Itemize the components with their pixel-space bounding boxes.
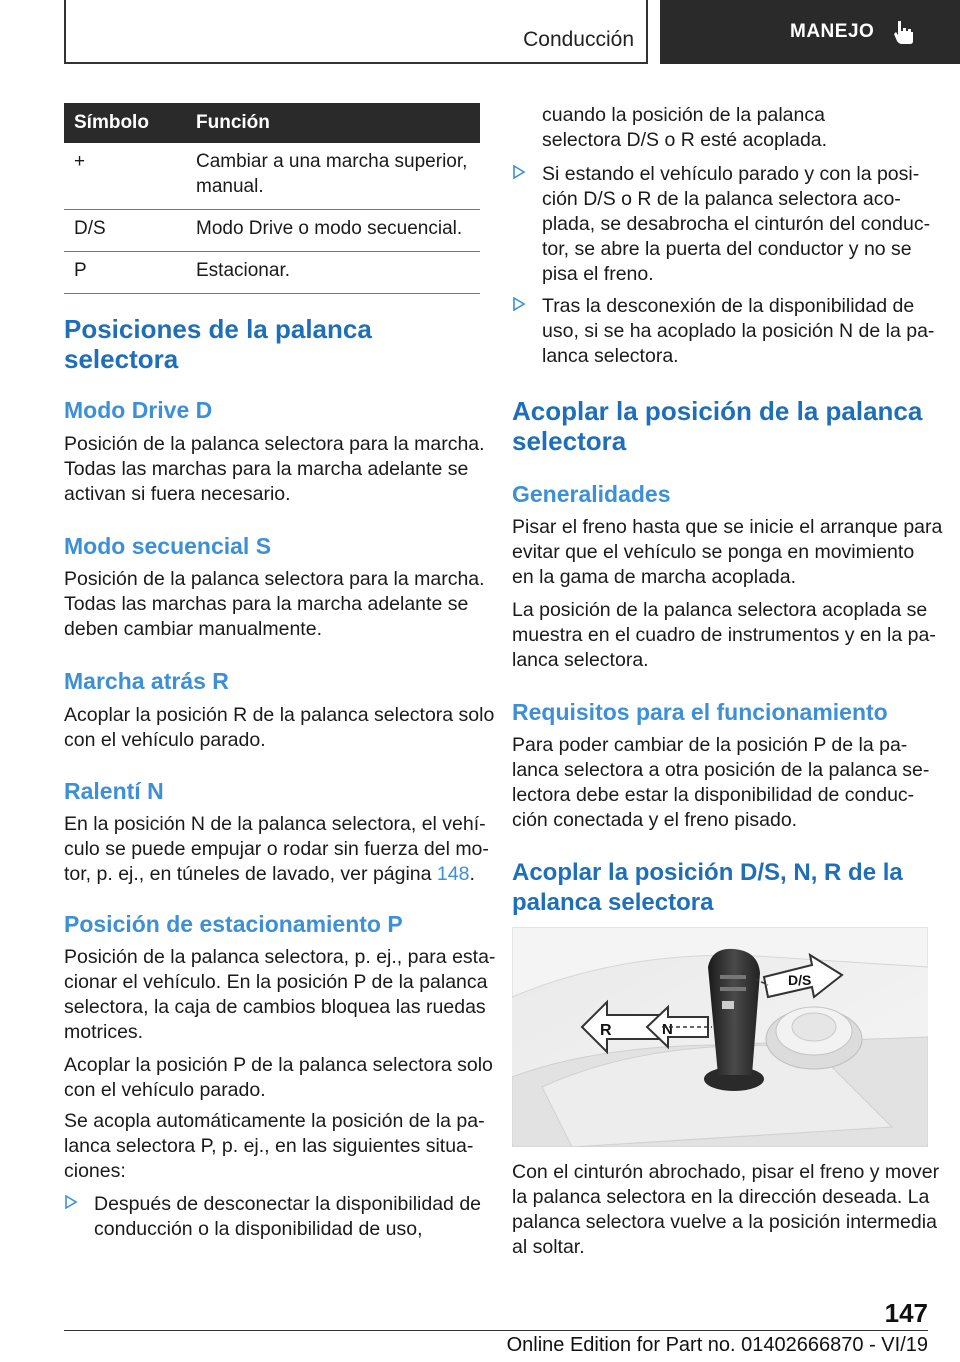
table-row: [64, 210, 480, 252]
page-header: [0, 0, 960, 70]
table-cell-symbol: D/S: [64, 210, 196, 252]
paragraph-estacionamiento-3: Se acopla automáticamente la posición de la pa‐ lanca selectora P, p. ej., en las siguientes situa‐ ciones:: [64, 1110, 485, 1182]
heading-marcha-atras: Marcha atrás R: [64, 668, 229, 694]
paragraph-estacionamiento-1: Posición de la palanca selectora, p. ej., para esta‐ cionar el vehículo. En la posición P de la palanca selectora, la caja de cambios bloquea las ruedas motrices.: [64, 946, 496, 1043]
heading-generalidades: Generalidades: [512, 481, 671, 507]
table-header-symbol: Símbolo: [64, 103, 196, 143]
table-cell-function: Cambiar a una marcha superior, manual.: [196, 143, 480, 210]
symbol-function-table: [64, 103, 480, 294]
table-row: [64, 143, 480, 210]
gear-selector-illustration: [512, 927, 928, 1147]
footer-divider: [64, 1330, 928, 1331]
table-cell-function: Modo Drive o modo secuencial.: [196, 210, 480, 252]
page-number: 147: [884, 1298, 928, 1328]
table-cell-symbol: +: [64, 143, 196, 210]
header-section-title: Conducción: [523, 28, 634, 51]
heading-acoplar-dsnr: Acoplar la posición D/S, N, R de la palanca selectora: [512, 859, 903, 916]
paragraph-estacionamiento-2: Acoplar la posición P de la palanca selectora solo con el vehículo parado.: [64, 1054, 493, 1101]
table-cell-function: Estacionar.: [196, 252, 480, 294]
header-chapter-label: MANEJO: [790, 21, 875, 42]
paragraph-final: Con el cinturón abrochado, pisar el freno y mover la palanca selectora en la dirección deseada. La palanca selectora vuelve a la posición intermedia al soltar.: [512, 1161, 940, 1258]
paragraph-ralenti: En la posición N de la palanca selectora, el vehí‐ culo se puede empujar o rodar sin fuerza del mo‐ tor, p. ej., en túneles de lavado, ver página 148.: [64, 813, 489, 885]
header-chapter-tab: [660, 0, 960, 64]
heading-ralenti: Ralentí N: [64, 778, 164, 804]
paragraph-secuencial: Posición de la palanca selectora para la marcha. Todas las marchas para la marcha adelante se deben cambiar manualmente.: [64, 568, 485, 640]
bullet-item: Tras la desconexión de la disponibilidad de uso, si se ha acoplado la posición N de la pa‐ lanca selectora.: [512, 294, 934, 369]
heading-posiciones: Posiciones de la palanca selectora: [64, 314, 372, 374]
heading-acoplar-posicion: Acoplar la posición de la palanca selectora: [512, 396, 923, 456]
heading-modo-secuencial: Modo secuencial S: [64, 533, 272, 559]
heading-requisitos: Requisitos para el funcionamiento: [512, 699, 888, 725]
bullet-item: Si estando el vehículo parado y con la posi‐ ción D/S o R de la palanca selectora aco‐ plada, se desabrocha el cinturón del conduc‐ tor, se abre la puerta del conductor y no se pisa el freno.: [512, 162, 930, 287]
paragraph-generalidades-2: La posición de la palanca selectora acoplada se muestra en el cuadro de instrumentos y en la pa‐ lanca selectora.: [512, 599, 936, 671]
paragraph-generalidades-1: Pisar el freno hasta que se inicie el arranque para evitar que el vehículo se ponga en movimiento en la gama de marcha acoplada.: [512, 516, 943, 588]
hand-pointer-icon: [892, 19, 916, 45]
gear-selector-drawing: [512, 927, 928, 1147]
heading-estacionamiento: Posición de estacionamiento P: [64, 911, 403, 937]
svg-text:R: R: [600, 1022, 612, 1039]
table-row: [64, 252, 480, 294]
svg-text:D/S: D/S: [788, 972, 812, 988]
table-cell-symbol: P: [64, 252, 196, 294]
bullet-item: Después de desconectar la disponibilidad de conducción o la disponibilidad de uso,: [64, 1192, 481, 1242]
triangle-bullet-icon: [64, 1195, 78, 1209]
svg-text:N: N: [662, 1021, 673, 1038]
paragraph-marcha-atras: Acoplar la posición R de la palanca selectora solo con el vehículo parado.: [64, 704, 495, 751]
paragraph-requisitos: Para poder cambiar de la posición P de la pa‐ lanca selectora a otra posición de la palanca se‐ lectora debe estar la disponibilidad de conduc‐ ción conectada y el freno pisado.: [512, 734, 930, 831]
bullet-item-continued: cuando la posición de la palanca selectora D/S o R esté acoplada.: [542, 104, 828, 151]
triangle-bullet-icon: [512, 297, 526, 311]
paragraph-drive: Posición de la palanca selectora para la marcha. Todas las marchas para la marcha adelante se activan si fuera necesario.: [64, 433, 485, 505]
footer-edition: Online Edition for Part no. 01402666870 - VI/19: [506, 1334, 928, 1356]
page-link-148[interactable]: 148: [436, 863, 470, 885]
triangle-bullet-icon: [512, 165, 526, 179]
table-header-function: Función: [196, 103, 480, 143]
heading-modo-drive: Modo Drive D: [64, 397, 213, 423]
